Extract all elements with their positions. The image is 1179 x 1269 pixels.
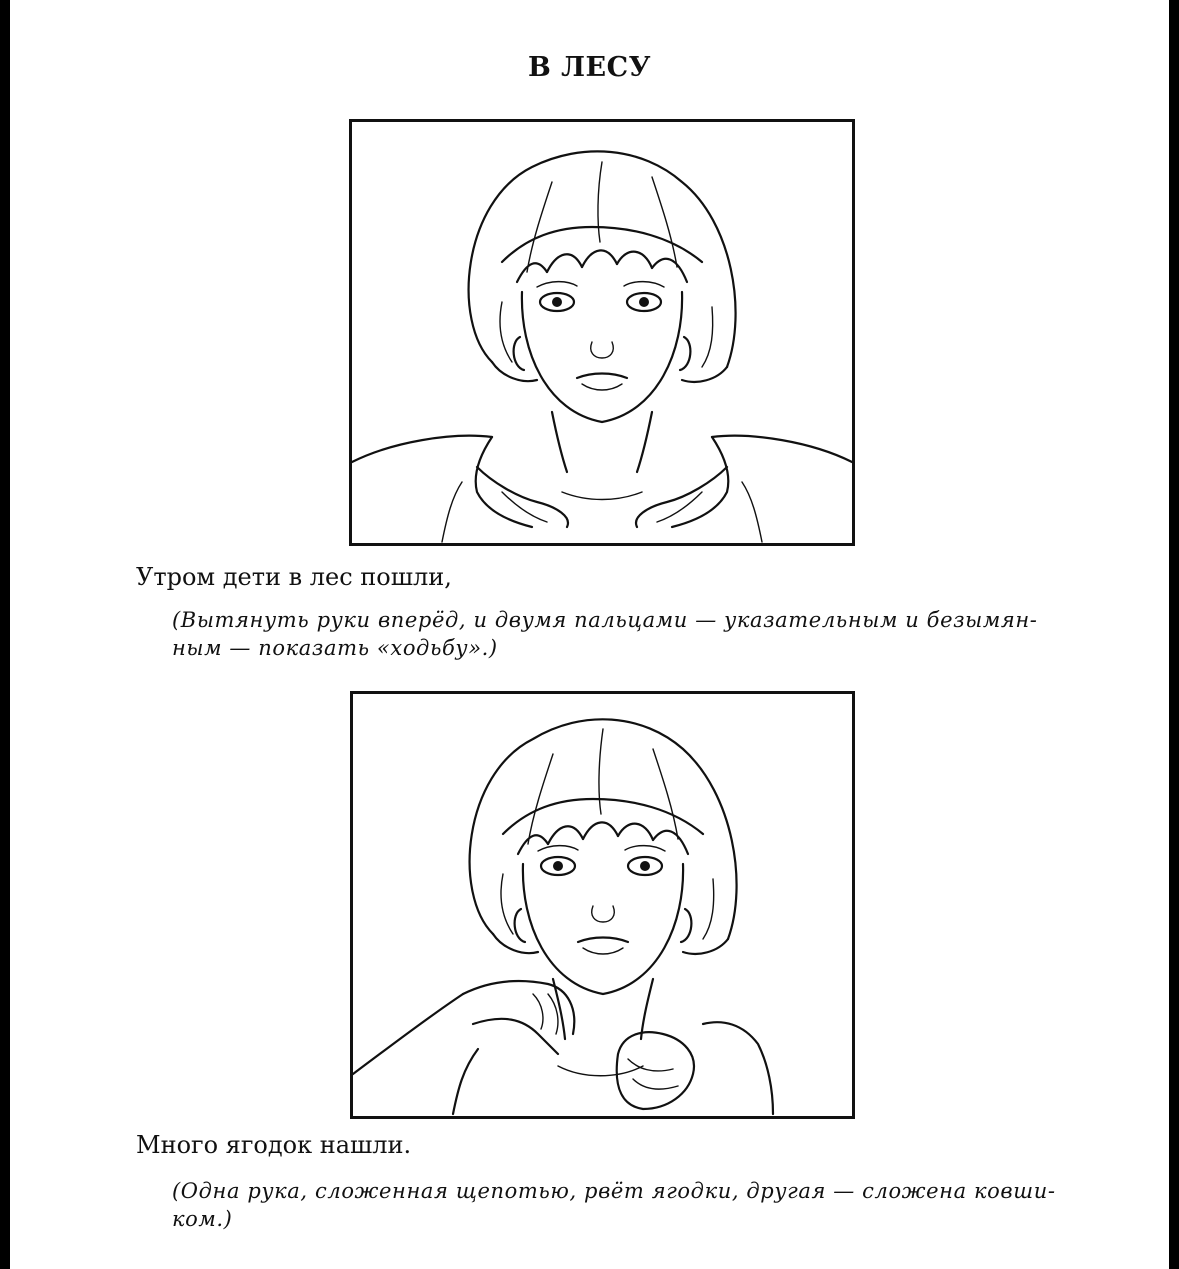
instruction-note-2: [172, 1177, 1068, 1233]
child-drawing-2: [353, 694, 852, 1116]
illustration-walking-fingers: [349, 119, 855, 546]
verse-line-1: Утром дети в лес пошли,: [136, 563, 452, 591]
page: [10, 0, 1169, 1269]
verse-line-2: Много ягодок нашли.: [136, 1131, 412, 1159]
instruction-note-1-line-2: ным — показать «ходьбу».): [172, 636, 498, 660]
instruction-note-1: [172, 606, 1068, 662]
page-title: В ЛЕСУ: [527, 52, 652, 83]
instruction-note-1-line-1: (Вытянуть руки вперёд, и двумя пальцами — указательным и безымян-: [172, 608, 1038, 632]
child-drawing-1: [352, 122, 852, 543]
instruction-note-2-line-2: ком.): [172, 1207, 233, 1231]
instruction-note-2-line-1: (Одна рука, сложенная щепотью, рвёт ягодки, другая — сложена ковши-: [172, 1179, 1056, 1203]
illustration-picking-berries: [350, 691, 855, 1119]
